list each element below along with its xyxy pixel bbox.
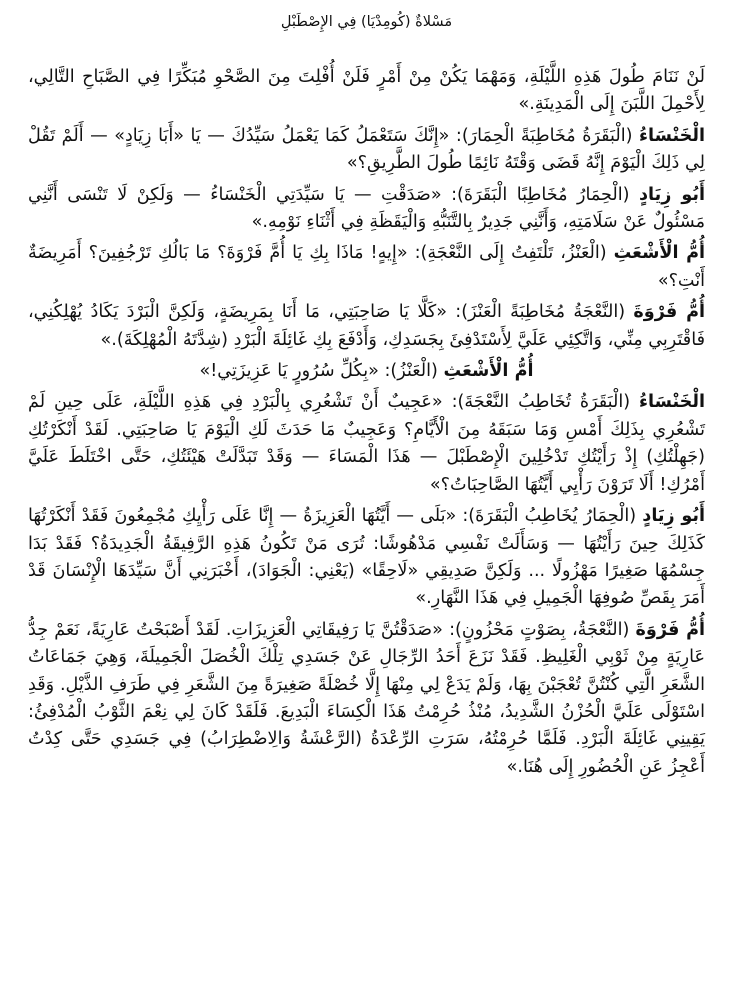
speaker-name: أَبُو زِيَادٍ xyxy=(638,184,705,205)
dialogue-paragraph xyxy=(28,503,705,613)
speaker-name: أُمُّ الْأَشْعَثِ xyxy=(443,361,534,382)
speech-text: لَنْ نَنَامَ طُولَ هَذِهِ اللَّيْلَةِ، وَمَهْمَا يَكُنْ مِنْ أَمْرٍ فَلَنْ أُفْلِتَ مِنَ الصَّحْوِ مُبَكِّرًا فِي الصَّبَاحِ التَّالِي، لِأَحْمِلَ اللَّبَنَ إِلَى الْمَدِينَةِ.» xyxy=(28,67,705,115)
speech-text: (النَّعْجَةُ، بِصَوْتٍ مَحْزُونٍ): «صَدَقْتُنَّ يَا رَفِيقَاتِي الْعَزِيزَاتِ. لَقَدْ أَصْبَحْتُ عَارِيَةً، نَعَمْ جِدُّ عَارِيَةٍ مِنْ ثَوْبِي الْغَلِيظِ. فَقَدْ نَزَعَ أَحَدُ الرِّجَالِ عَنْ جَسَدِي تِلْكَ الْخُصَلَ الْجَمِيلَةَ، وَهِيَ جَمَاعَاتُ الشَّعَرِ الَّتِي كُنْتُنَّ تُعْجَبْنَ بِهَا، وَلَمْ يَدَعْ لِي مِنْهَا إِلَّا خُصْلَةً صَغِيرَةً مِنَ الشَّعَرِ فِي طَرَفِ الذَّيْلِ. وَقَدِ اسْتَوْلَى عَلَيَّ الْحُزْنُ الشَّدِيدُ، مُنْذُ حُرِمْتُ هَذَا الْكِسَاءَ الْبَدِيعَ. فَلَقَدْ كَانَ لِي نِعْمَ الثَّوْبُ الْمُدْفِئُ: يَقِينِي غَائِلَةَ الْبَرْدِ. فَلَمَّا حُرِمْتُهُ، سَرَتِ الرِّعْدَةُ (الرَّعْشَةُ وَالِاضْطِرَابُ) فِي جَسَدِي حَتَّى كِدْتُ أَعْجِزُ عَنِ الْحُضُورِ إِلَى هُنَا.» xyxy=(28,619,705,777)
speaker-name: أُمُّ فَرْوَةَ xyxy=(633,302,705,323)
dialogue-paragraph xyxy=(28,617,705,781)
dialogue-paragraph xyxy=(28,358,705,385)
speaker-name: أُمُّ الْأَشْعَثِ xyxy=(613,243,705,264)
speech-text: (النَّعْجَةُ مُخَاطِبَةً الْعَنْزَ): «كَلَّا يَا صَاحِبَتِي، مَا أَنَا بِمَرِيضَةٍ، وَلَكِنَّ الْبَرْدَ يَكَادُ يُهْلِكُنِي، فَاقْتَرِبِي مِنِّي، وَاتَّكِئِي عَلَيَّ لِأَسْتَدْفِئَ بِجَسَدِكِ، وَأَدْفَعَ بِكِ غَائِلَةَ الْبَرْدِ (شِدَّتَهُ الْمُهْلِكَةَ).» xyxy=(28,302,705,350)
dialogue-paragraph xyxy=(28,389,705,499)
speaker-name: الْخَنْسَاءُ xyxy=(638,125,705,146)
speech-text: (الْبَقَرَةُ مُخَاطِبَةً الْحِمَارَ): «إِنَّكَ سَتَعْمَلُ كَمَا يَعْمَلُ سَيِّدُكَ — يَا «أَبَا زِيَادٍ» — أَلَمْ تَقُلْ لِي ذَلِكَ الْيَوْمَ إِنَّهُ قَضَى وَقْتَهُ نَائِمًا طُولَ الطَّرِيقِ؟» xyxy=(28,125,705,174)
dialogue-text xyxy=(28,64,705,781)
speaker-name: أُمُّ فَرْوَةَ xyxy=(635,619,705,640)
running-header: مَسْلاةٌ (كُومِدْيَا) فِي الإِصْطَبْلِ xyxy=(280,14,453,30)
dialogue-paragraph xyxy=(28,299,705,354)
speech-text: (الْحِمَارُ مُخَاطِبًا الْبَقَرَةَ): «صَدَقْتِ — يَا سَيِّدَتِي الْخَنْسَاءُ — وَلَكِنْ لَا تَنْسَى أَنَّنِي مَسْئُولٌ عَنْ سَلَامَتِهِ، وَأَنَّنِي جَدِيرٌ بِالتَّنَبُّهِ وَالْيَقَظَةِ فِي أَثْنَاءِ نَوْمِهِ.» xyxy=(28,184,705,233)
speaker-name: أَبُو زِيَادٍ xyxy=(642,506,705,527)
speech-text: (الْبَقَرَةُ تُخَاطِبُ النَّعْجَةَ): «عَجِيبٌ أَنْ تَشْعُرِي بِالْبَرْدِ فِي هَذِهِ اللَّيْلَةِ، عَلَى حِينِ لَمْ تَشْعُرِي بِذَلِكَ أَمْسِ وَمَا سَبَقَهُ مِنَ الْأَيَّامِ؟ وَعَجِيبٌ مَا حَدَثَ لَكِ الْيَوْمَ يَا صَاحِبَتِي. لَقَدْ أَنْكَرْتُكِ (جَهِلْتُكِ) إِذْ رَأَيْتُكِ تَدْخُلِينَ الْإِصْطَبْلَ — هَذَا الْمَسَاءَ — وَقَدْ تَبَدَّلَتْ هَيْئَتُكِ، حَتَّى اخْتَلَطَ عَلَيَّ أَمْرُكِ! أَلَا تَرَوْنَ رَأْيِي أَيَّتُهَا الصَّاحِبَاتُ؟» xyxy=(28,392,705,495)
dialogue-paragraph xyxy=(28,64,705,119)
speech-text: (الْعَنْزُ، تَلْتَفِتُ إِلَى النَّعْجَةِ): «إِيهٍ! مَاذَا بِكِ يَا أُمَّ فَرْوَةَ؟ مَا بَالُكِ تَرْجُفِينَ؟ أَمَرِيضَةٌ أَنْتِ؟» xyxy=(28,243,705,291)
speech-text: (الْحِمَارُ يُخَاطِبُ الْبَقَرَةَ): «بَلَى — أَيَّتُهَا الْعَزِيزَةُ — إِنَّا عَلَى رَأْيِكِ مُجْمِعُونَ فَقَدْ أَنْكَرْتُهَا كَذَلِكَ حِينَ رَأَيْتُهَا — وَسَأَلَتْ نَفْسِي مَدْهُوشًا: تُرَى مَنْ تَكُونُ هَذِهِ الرَّفِيقَةُ الْجَدِيدَةُ؟ فَقَدْ بَدَا جِسْمُهَا صَغِيرًا مَهْزُولًا ... وَلَكِنَّ صَدِيقِي «لَاحِقًا» (يَعْنِي: الْجَوَادَ)، أَخْبَرَنِي أَنَّ سَيِّدَهَا الْإِنْسَانَ قَدْ أَمَرَ بِقَصِّ صُوفِهَا الْجَمِيلِ فِي هَذَا النَّهَارِ.» xyxy=(28,506,705,609)
dialogue-paragraph xyxy=(28,123,705,178)
dialogue-paragraph xyxy=(28,182,705,237)
speech-text: (الْعَنْزُ): «بِكُلِّ سُرُورٍ يَا عَزِيزَتِي!» xyxy=(199,361,444,382)
dialogue-paragraph xyxy=(28,240,705,295)
speaker-name: الْخَنْسَاءُ xyxy=(638,392,705,413)
